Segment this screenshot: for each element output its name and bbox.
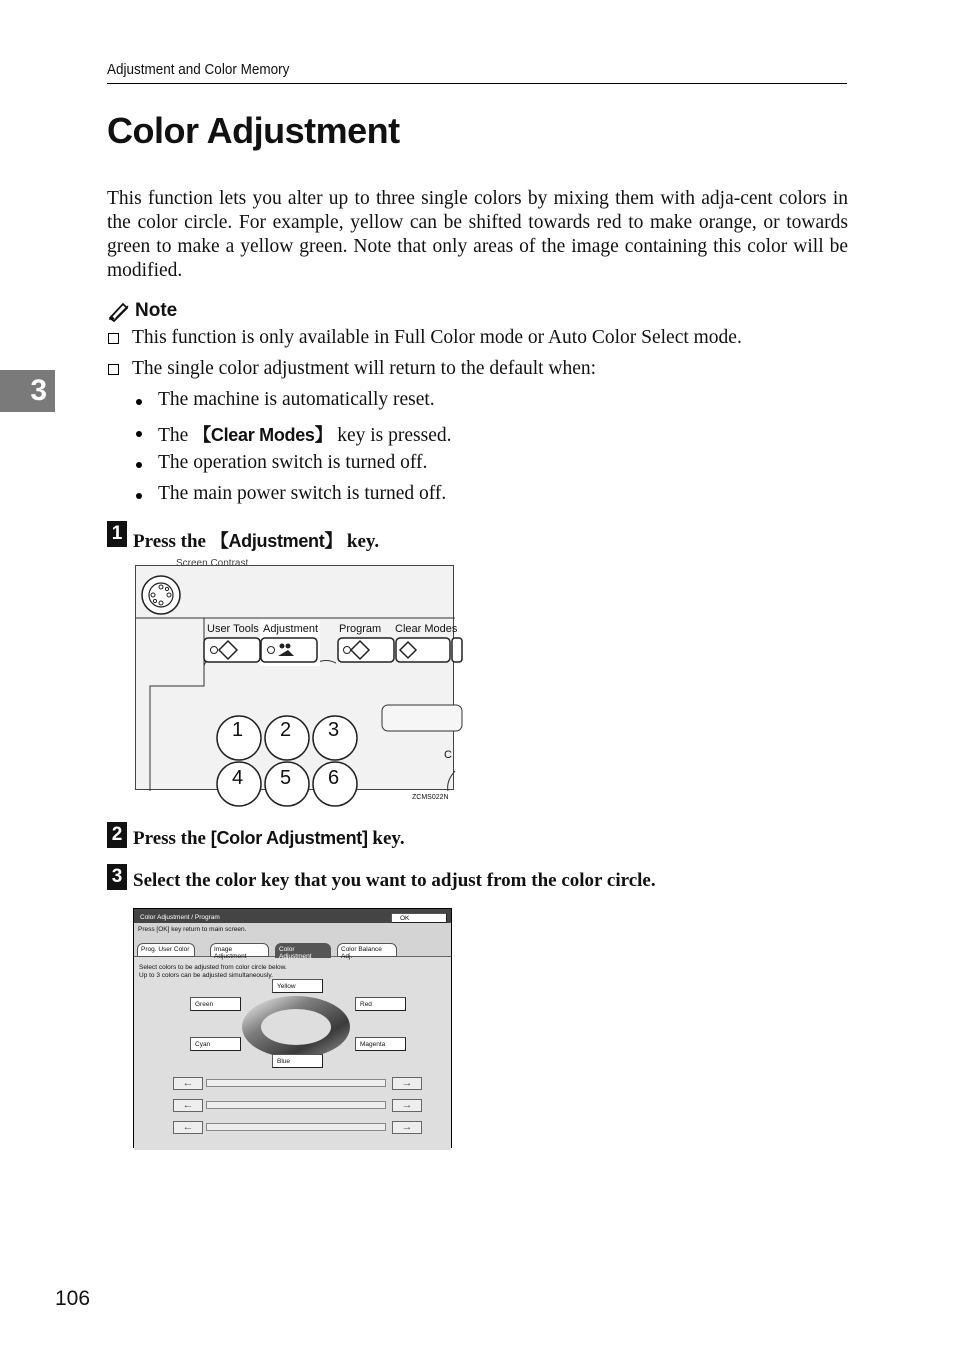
- magenta-label: Magenta: [360, 1041, 386, 1048]
- bullet-text: key is pressed.: [332, 425, 452, 446]
- bullet-dot: [136, 399, 142, 405]
- control-panel-illustration: [135, 558, 458, 790]
- clear-key-letter: C: [444, 749, 452, 761]
- color-adjustment-key-name: [Color Adjustment]: [210, 828, 368, 848]
- step-2-number: 2: [107, 822, 127, 848]
- adjust-left-button-1[interactable]: ←: [173, 1077, 203, 1090]
- step-text: key.: [367, 828, 405, 849]
- tab-color-balance-adj[interactable]: Color Balance Adj.: [337, 943, 397, 957]
- screen-description-2: Up to 3 colors can be adjusted simultaneously.: [139, 972, 273, 979]
- ok-button[interactable]: [391, 913, 447, 923]
- ok-button-label: OK: [400, 915, 410, 922]
- red-button[interactable]: [355, 997, 406, 1011]
- bullet-text: The: [158, 425, 194, 446]
- tab-color-adjustment[interactable]: Color Adjustment: [275, 943, 331, 958]
- green-label: Green: [195, 1001, 214, 1008]
- clear-modes-key-name: 【Clear Modes】: [193, 425, 333, 445]
- tab-image-adjustment[interactable]: Image Adjustment: [210, 943, 269, 957]
- key-2[interactable]: 2: [280, 719, 292, 741]
- chapter-tab: 3: [0, 370, 55, 412]
- red-label: Red: [360, 1001, 372, 1008]
- page-title: Color Adjustment: [107, 110, 400, 151]
- bullet-item-3: The operation switch is turned off.: [158, 452, 428, 473]
- figure-code: ZCMS022N: [412, 794, 449, 801]
- screen-description-1: Select colors to be adjusted from color circle below.: [139, 964, 287, 971]
- user-tools-label: User Tools: [207, 623, 259, 635]
- yellow-button[interactable]: [272, 979, 323, 993]
- color-adjustment-screen: [133, 908, 452, 1148]
- blue-label: Blue: [277, 1058, 291, 1065]
- note-checkbox: [108, 333, 119, 344]
- adjust-slider-3[interactable]: [206, 1123, 386, 1131]
- step-3-number: 3: [107, 864, 127, 890]
- program-label: Program: [339, 623, 382, 635]
- bullet-dot: [136, 462, 142, 468]
- note-item-2: The single color adjustment will return to the default when:: [132, 358, 597, 379]
- key-1[interactable]: 1: [232, 719, 244, 741]
- step-1-number: 1: [107, 521, 127, 547]
- screen-contrast-label: Screen Contrast: [176, 558, 249, 569]
- step-1-text: [133, 527, 379, 553]
- note-checkbox: [108, 364, 119, 375]
- adjustment-key-name: 【Adjustment】: [210, 531, 343, 551]
- yellow-label: Yellow: [277, 983, 296, 990]
- cyan-label: Cyan: [195, 1041, 211, 1048]
- pencil-icon: [107, 301, 131, 321]
- step-text: Press the: [133, 828, 211, 849]
- green-button[interactable]: [190, 997, 241, 1011]
- key-4[interactable]: 4: [232, 767, 244, 789]
- cyan-button[interactable]: [190, 1037, 241, 1051]
- bullet-item-1: The machine is automatically reset.: [158, 389, 435, 410]
- key-6[interactable]: 6: [328, 767, 340, 789]
- running-header: Adjustment and Color Memory: [107, 61, 290, 78]
- bullet-dot: [136, 431, 142, 437]
- adjust-left-button-2[interactable]: ←: [173, 1099, 203, 1112]
- panel-keys-drawing: [136, 566, 458, 791]
- adjust-slider-2[interactable]: [206, 1101, 386, 1109]
- note-heading-label: Note: [135, 300, 178, 321]
- bullet-item-2: [158, 421, 452, 447]
- key-3[interactable]: 3: [328, 719, 340, 741]
- step-text: key.: [342, 531, 380, 552]
- intro-paragraph: This function lets you alter up to three single colors by mixing them with adja-cent colors in the color circle. For example, yellow can be shifted towards red to make orange, or towards green to make a yellow green. Note that only areas of the image containing this color will be modified.: [107, 188, 848, 281]
- adjust-slider-1[interactable]: [206, 1079, 386, 1087]
- note-heading: [107, 300, 177, 322]
- key-5[interactable]: 5: [280, 767, 292, 789]
- adjust-right-button-1[interactable]: →: [392, 1077, 422, 1090]
- step-2-text: [133, 828, 405, 850]
- step-3-text: Select the color key that you want to adjust from the color circle.: [133, 870, 656, 891]
- clear-modes-label: Clear Modes: [395, 623, 458, 635]
- magenta-button[interactable]: [355, 1037, 406, 1051]
- adjust-left-button-3[interactable]: ←: [173, 1121, 203, 1134]
- bullet-dot: [136, 493, 142, 499]
- step-text: Press the: [133, 531, 211, 552]
- color-circle-icon: [238, 991, 354, 1063]
- bullet-item-4: The main power switch is turned off.: [158, 483, 447, 504]
- adjust-right-button-2[interactable]: →: [392, 1099, 422, 1112]
- blue-button[interactable]: [272, 1054, 323, 1068]
- page-number: 106: [55, 1287, 91, 1310]
- adjust-right-button-3[interactable]: →: [392, 1121, 422, 1134]
- note-item-1: This function is only available in Full Color mode or Auto Color Select mode.: [132, 327, 742, 348]
- tab-prog-user-color[interactable]: Prog. User Color: [137, 943, 195, 957]
- adjustment-label: Adjustment: [263, 623, 319, 635]
- header-rule: [107, 83, 847, 84]
- screen-instruction: Press [OK] key return to main screen.: [138, 926, 247, 933]
- screen-title: Color Adjustment / Program: [140, 914, 220, 921]
